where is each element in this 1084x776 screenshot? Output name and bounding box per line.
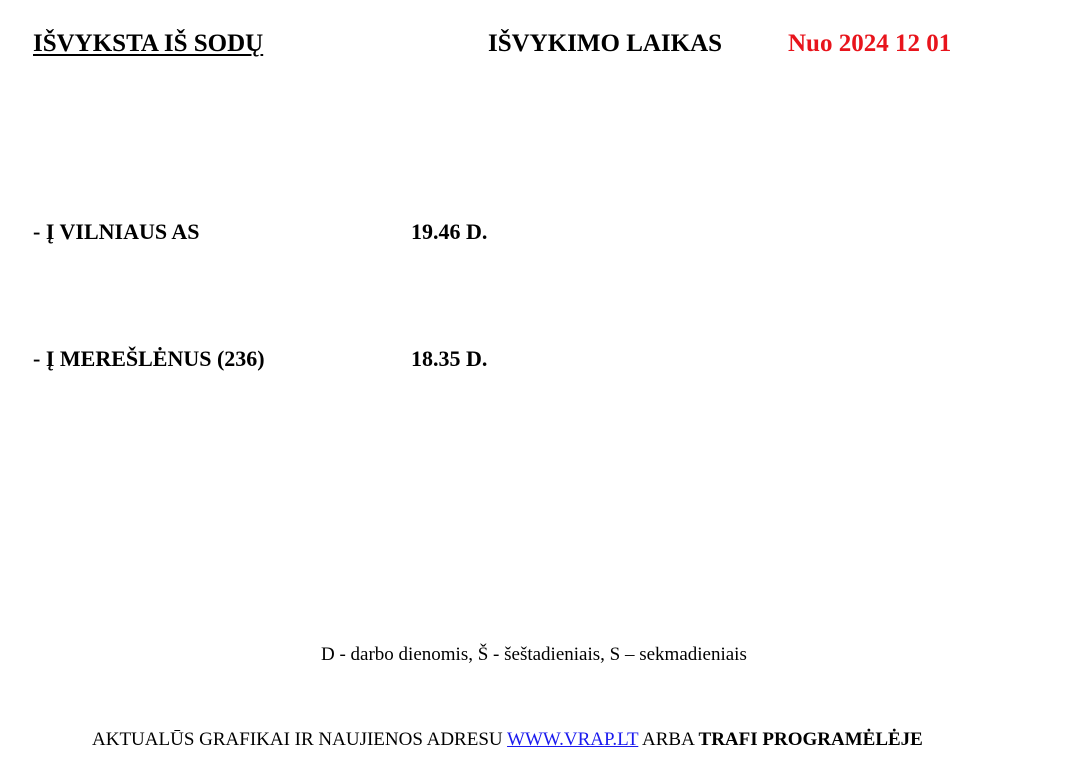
departure-time-heading: IŠVYKIMO LAIKAS bbox=[488, 30, 723, 57]
route-destination: - Į VILNIAUS AS bbox=[33, 219, 200, 244]
route-destination: - Į MEREŠLĖNUS (236) bbox=[33, 346, 265, 371]
route-departure-time: 18.35 D. bbox=[411, 346, 488, 371]
footer-notice bbox=[92, 728, 923, 752]
app-name: TRAFI PROGRAMĖLĖJE bbox=[698, 729, 923, 750]
website-link[interactable]: WWW.VRAP.LT bbox=[507, 729, 639, 750]
page-title: IŠVYKSTA IŠ SODŲ bbox=[33, 30, 264, 57]
footer-middle: ARBA bbox=[642, 729, 694, 750]
route-departure-time: 19.46 D. bbox=[411, 219, 488, 244]
footer-prefix: AKTUALŪS GRAFIKAI IR NAUJIENOS ADRESU bbox=[92, 729, 503, 750]
valid-from-date: Nuo 2024 12 01 bbox=[788, 30, 952, 57]
day-legend: D - darbo dienomis, Š - šeštadieniais, S – sekmadieniais bbox=[321, 644, 747, 665]
